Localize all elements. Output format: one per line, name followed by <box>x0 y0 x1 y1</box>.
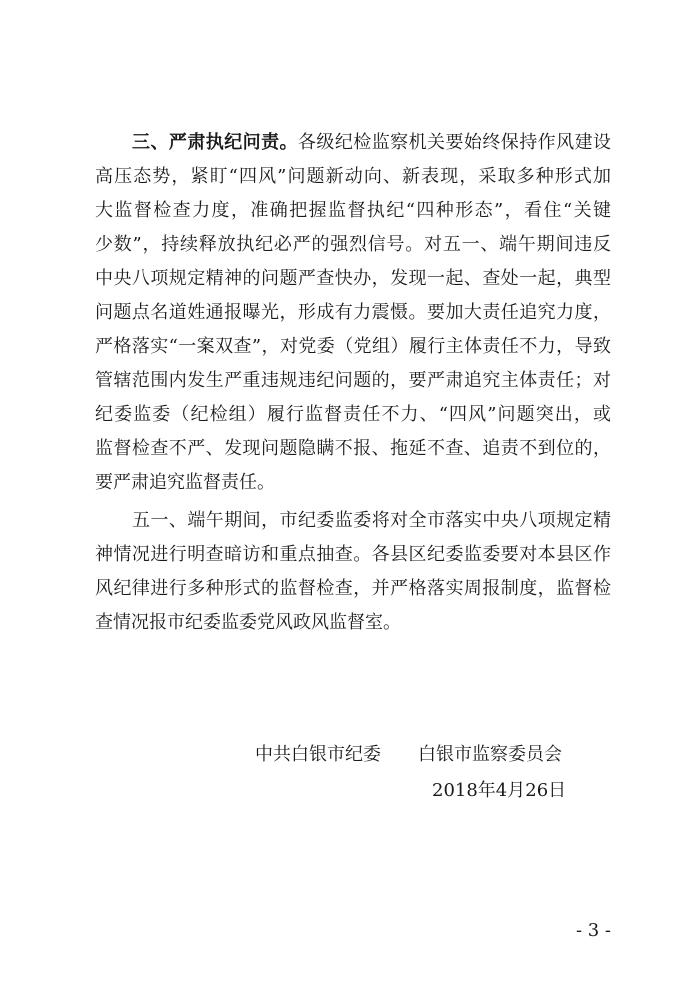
body-line: 严格落实“一案双查”，对党委（党组）履行主体责任不力，导致 <box>95 336 611 357</box>
body-line: 管辖范围内发生严重违规违纪问题的，要严肃追究主体责任；对 <box>95 370 611 391</box>
body-line <box>95 126 611 160</box>
body-line: 少数”，持续释放执纪必严的强烈信号。对五一、端午期间违反 <box>95 234 611 255</box>
issuer-party-commission: 中共白银市纪委 <box>255 744 381 765</box>
section-strict-discipline <box>95 126 611 500</box>
body-line: 纪委监委（纪检组）履行监督责任不力、“四风”问题突出，或 <box>95 404 611 425</box>
section-heading: 三、严肃执纪问责。 <box>132 132 298 153</box>
body-text: 各级纪检监察机关要始终保持作风建设 <box>297 132 611 153</box>
body-line: 神情况进行明查暗访和重点抽查。各县区纪委监委要对本县区作 <box>95 544 611 565</box>
body-line: 风纪律进行多种形式的监督检查，并严格落实周报制度，监督检 <box>95 578 611 599</box>
body-line: 监督检查不严、发现问题隐瞒不报、拖延不查、追责不到位的， <box>95 438 611 459</box>
body-line: 要严肃追究监督责任。 <box>95 472 275 493</box>
signature-issuers <box>255 738 562 772</box>
body-line: 大监督检查力度，准确把握监督执纪“四种形态”，看住“关键 <box>95 200 611 221</box>
holiday-inspection-notice <box>95 504 611 640</box>
body-line: 高压态势，紧盯“四风”问题新动向、新表现，采取多种形式加 <box>95 166 611 187</box>
body-line: 问题点名道姓通报曝光，形成有力震慑。要加大责任追究力度， <box>95 302 611 323</box>
body-line: 五一、端午期间，市纪委监委将对全市落实中央八项规定精 <box>132 510 611 531</box>
body-line: 中央八项规定精神的问题严查快办，发现一起、查处一起，典型 <box>95 268 611 289</box>
body-line: 查情况报市纪委监委党风政风监督室。 <box>95 612 401 633</box>
signature-date: 2018年4月26日 <box>432 780 567 801</box>
issuer-supervision-commission: 白银市监察委员会 <box>418 744 562 765</box>
page-number: - 3 - <box>575 920 611 941</box>
